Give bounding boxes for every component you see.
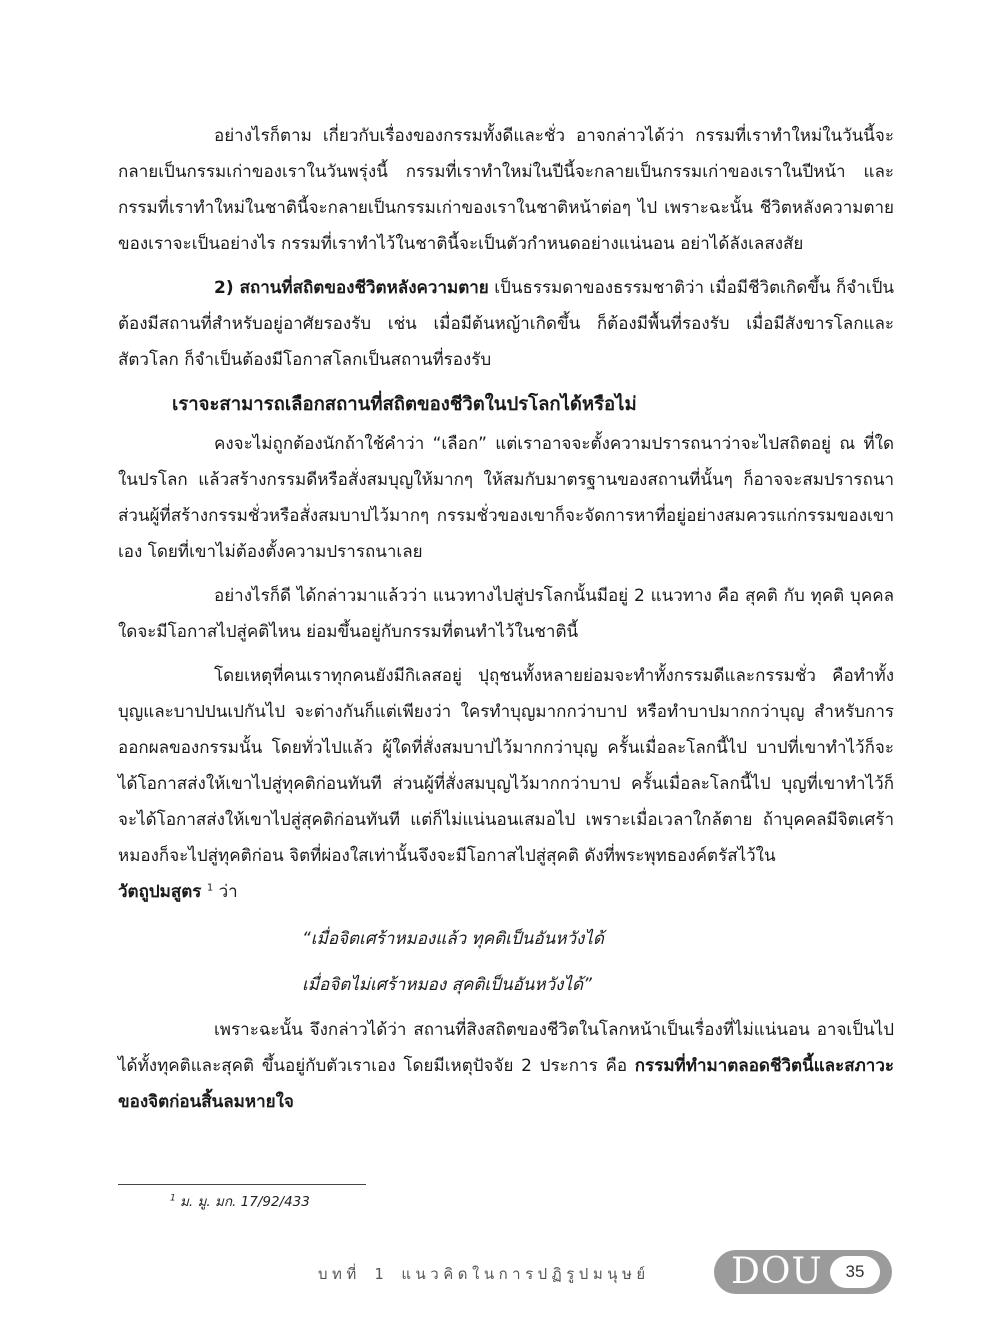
body-text — [118, 118, 894, 1120]
paragraph-defilement — [118, 658, 894, 910]
footnote-text: ม. มู. มก. 17/92/433 — [175, 1194, 310, 1210]
paragraph-two-paths: อย่างไรก็ดี ได้กล่าวมาแล้วว่า แนวทางไปสู่ปรโลกนั้นมีอยู่ 2 แนวทาง คือ สุคติ กับ ทุคติ บุคคลใดจะมีโอกาสไปสู่คติไหน ย่อมขึ้นอยู่กับกรรมที่ตนทำไว้ในชาตินี้ — [118, 586, 894, 642]
paragraph-choose: คงจะไม่ถูกต้องนักถ้าใช้คำว่า “เลือก” แต่เราอาจจะตั้งความปรารถนาว่าจะไปสถิตอยู่ ณ ที่ใดในปรโลก แล้วสร้างกรรมดีหรือสั่งสมบุญให้มากๆ ให้สมกับมาตรฐานของสถานที่นั้นๆ ก็อาจจะสมปรารถนา ส่วนผู้ที่สร้างกรรมชั่วหรือสั่งสมบาปไว้มากๆ กรรมชั่วของเขาก็จะจัดการหาที่อยู่อย่างสมควรแก่กรรมของเขาเอง โดยที่เขาไม่ต้องตั้งความปรารถนาเลย — [118, 434, 894, 562]
paragraph-abode-after-death — [118, 270, 894, 378]
paragraph-text: เป็นธรรมดาของธรรมชาติว่า เมื่อมีชีวิตเกิดขึ้น ก็จำเป็นต้องมีสถานที่สำหรับอยู่อาศัยรองรับ เช่น เมื่อมีต้นหญ้าเกิดขึ้น ก็ต้องมีพื้นที่รองรับ เมื่อมีสังขารโลกและสัตวโลก ก็จำเป็นต้องมีโอกาสโลกเป็นสถานที่รองรับ — [118, 278, 894, 370]
conclusion-bold: กรรมที่ทำมาตลอดชีวิตนี้และสภาวะของจิตก่อนสิ้นลมหายใจ — [118, 1056, 894, 1112]
paragraph-karma-old-new: อย่างไรก็ตาม เกี่ยวกับเรื่องของกรรมทั้งดีและชั่ว อาจกล่าวได้ว่า กรรมที่เราทำใหม่ในวันนี้จะกลายเป็นกรรมเก่าของเราในวันพรุ่งนี้ กรรมที่เราทำใหม่ในปีนี้จะกลายเป็นกรรมเก่าของเราในปีหน้า และกรรมที่เราทำใหม่ในชาตินี้จะกลายเป็นกรรมเก่าของเราในชาติหน้าต่อๆ ไป เพราะฉะนั้น ชีวิตหลังความตายของเราจะเป็นอย่างไร กรรมที่เราทำไว้ในชาตินี้จะเป็นตัวกำหนดอย่างแน่นอน อย่าได้ลังเลสงสัย — [118, 126, 894, 254]
footnote-ref[interactable]: 1 — [206, 882, 214, 894]
footnote-divider — [118, 1184, 366, 1185]
section-heading: เราจะสามารถเลือกสถานที่สถิตของชีวิตในปรโลกได้หรือไม่ — [172, 394, 637, 415]
quote-line-2: เมื่อจิตไม่เศร้าหมอง สุคติเป็นอันหวังได้” — [302, 975, 592, 995]
chapter-footer: บทที่ 1 แนวคิดในการปฏิรูปมนุษย์ — [318, 1265, 650, 1283]
sutta-name: วัตถูปมสูตร — [118, 882, 202, 902]
page-number: 35 — [830, 1256, 880, 1288]
paragraph-conclusion — [118, 1012, 894, 1120]
footnote-number: 1 — [170, 1193, 176, 1204]
footnote — [170, 1190, 310, 1212]
paragraph-tail: ว่า — [213, 882, 238, 902]
paragraph-text: เพราะฉะนั้น จึงกล่าวได้ว่า สถานที่สิงสถิตของชีวิตในโลกหน้าเป็นเรื่องที่ไม่แน่นอน อาจเป็นไปได้ทั้งทุคติและสุคติ ขึ้นอยู่กับตัวเราเอง โดยมีเหตุปัจจัย 2 ประการ คือ — [118, 1020, 894, 1076]
paragraph-text: โดยเหตุที่คนเราทุกคนยังมีกิเลสอยู่ ปุถุชนทั้งหลายย่อมจะทำทั้งกรรมดีและกรรมชั่ว คือทำทั้งบุญและบาปปนเปกันไป จะต่างกันก็แต่เพียงว่า ใครทำบุญมากกว่าบาป หรือทำบาปมากกว่าบุญ สำหรับการออกผลของกรรมนั้น โดยทั่วไปแล้ว ผู้ใดที่สั่งสมบาปไว้มากกว่าบุญ ครั้นเมื่อละโลกนี้ไป บาปที่เขาทำไว้ก็จะได้โอกาสส่งให้เขาไปสู่ทุคติก่อนทันที ส่วนผู้ที่สั่งสมบุญไว้มากกว่าบาป ครั้นเมื่อละโลกนี้ไป บุญที่เขาทำไว้ก็จะได้โอกาสส่งให้เขาไปสู่สุคติก่อนทันที แต่ก็ไม่แน่นอนเสมอไป เพราะเมื่อเวลาใกล้ตาย ถ้าบุคคลมีจิตเศร้าหมองก็จะไปสู่ทุคติก่อน จิตที่ผ่องใสเท่านั้นจึงจะมีโอกาสไปสู่สุคติ ดังที่พระพุทธองค์ตรัสไว้ใน — [118, 666, 894, 866]
section-label: 2) สถานที่สถิตของชีวิตหลังความตาย — [214, 278, 489, 298]
dou-logo: DOU — [731, 1251, 823, 1292]
quote-line-1: “เมื่อจิตเศร้าหมองแล้ว ทุคติเป็นอันหวังได้ — [302, 929, 604, 949]
